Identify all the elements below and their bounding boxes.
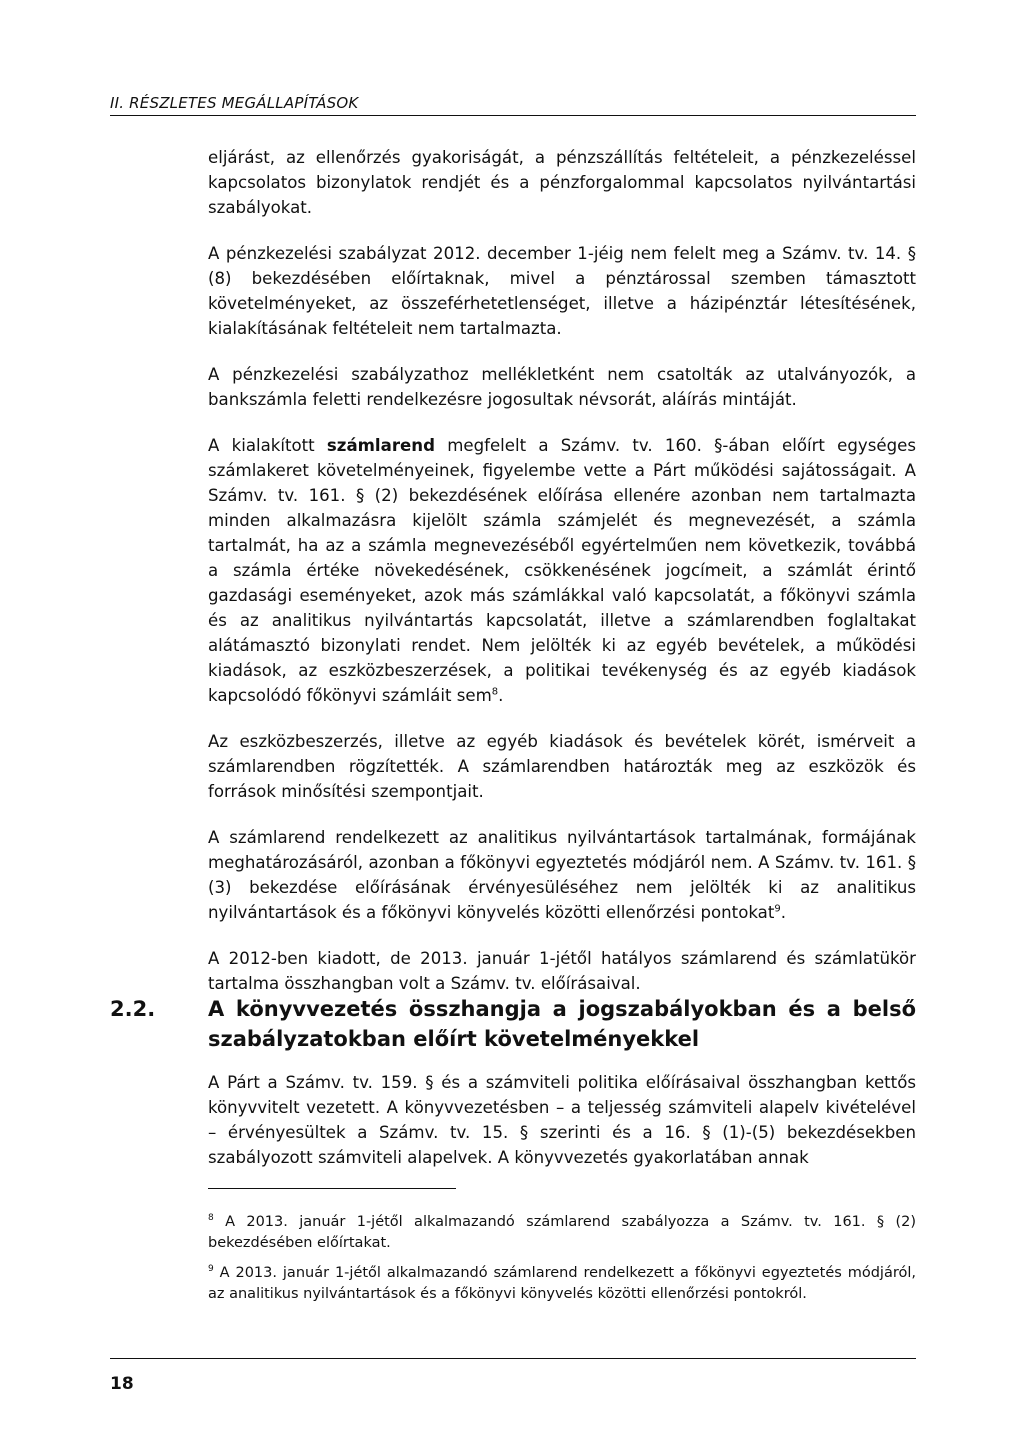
paragraph-6-text: A számlarend rendelkezett az analitikus nyilvántartások tartalmának, formájának meghatározásáról, azonban a főkönyvi egyeztetés módjáról nem. A Számv. tv. 161. § (3) bekezdése előírásának érvényesüléséhez nem jelölték ki az analitikus nyilvántartások és a főkönyvi könyvelés közötti ellenőrzési pontokat bbox=[208, 828, 916, 922]
paragraph-6 bbox=[208, 825, 916, 925]
footnote-mark: 9 bbox=[208, 1264, 214, 1275]
section-title: A könyvvezetés összhangja a jogszabályokban és a belső szabályzatokban előírt követelményekkel bbox=[208, 997, 916, 1051]
paragraph-3: A pénzkezelési szabályzathoz mellékletként nem csatolták az utalványozók, a bankszámla feletti rendelkezésre jogosultak névsorát, aláírás mintáját. bbox=[208, 365, 916, 409]
paragraph-4-end: . bbox=[498, 686, 504, 705]
paragraph-4-text: megfelelt a Számv. tv. 160. §-ában előírt egységes számlakeret követelményeinek, figyelembe vette a Párt működési sajátosságait. A Számv. tv. 161. § (2) bekezdésének előírása ellenére azonban nem tartalmazta minden alkalmazásra kijelölt számla számjelét és megnevezését, a számla tartalmát, ha az a számla megnevezéséből egyértelműen nem következik, továbbá a számla értéke növekedésének, csökkenésének jogcímeit, a számlát érintő gazdasági eseményeket, azok más számlákkal való kapcsolatát, a főkönyvi számla és az analitikus nyilvántartás kapcsolatát, illetve a számlarendben foglaltakat alátámasztó bizonylati rendet. Nem jelölték ki az egyéb bevételek, a működési kiadások, az eszközbeszerzések, a politikai tevékenység és az egyéb kiadások kapcsolódó főkönyvi számláit sem bbox=[208, 436, 916, 705]
term-szamlarend: számlarend bbox=[326, 436, 435, 455]
header-rule bbox=[110, 115, 916, 116]
footnote-ref-8[interactable]: 8 bbox=[491, 686, 499, 698]
paragraph-2: A pénzkezelési szabályzat 2012. december 1-jéig nem felelt meg a Számv. tv. 14. § (8) bekezdésében előírtaknak, mivel a pénztárossal szemben támasztott követelményeket, az összeférhetetlenséget, illetve a házipénztár létesítésének, kialakításának feltételeit nem tartalmazta. bbox=[208, 244, 916, 338]
footnote-text: A 2013. január 1-jétől alkalmazandó számlarend rendelkezett a főkönyvi egyeztetés módjáról, az analitikus nyilvántartások és a főkönyvi könyvelés közötti ellenőrzési pontokról. bbox=[208, 1265, 916, 1302]
section-paragraph: A Párt a Számv. tv. 159. § és a számviteli politika előírásaival összhangban kettős könyvvitelt vezetett. A könyvvezetésben – a teljesség számviteli alapelv kivételével – érvényesültek a Számv. tv. 15. § szerinti és a 16. § (1)-(5) bekezdésekben szabályozott számviteli alapelvek. A könyvvezetés gyakorlatában annak bbox=[208, 1073, 916, 1167]
paragraph-7: A 2012-ben kiadott, de 2013. január 1-jétől hatályos számlarend és számlatükör tartalma összhangban volt a Számv. tv. előírásaival. bbox=[208, 949, 916, 993]
footnote-text: A 2013. január 1-jétől alkalmazandó számlarend szabályozza a Számv. tv. 161. § (2) bekezdésében előírtakat. bbox=[208, 1214, 916, 1251]
running-title: II. RÉSZLETES MEGÁLLAPÍTÁSOK bbox=[110, 94, 359, 112]
paragraph-4 bbox=[208, 433, 916, 708]
footnote-ref-9[interactable]: 9 bbox=[774, 903, 781, 915]
section-number: 2.2. bbox=[110, 997, 156, 1021]
main-text bbox=[208, 145, 916, 1017]
footer-rule bbox=[110, 1358, 916, 1359]
paragraph-6-end: . bbox=[780, 903, 786, 922]
paragraph-1: eljárást, az ellenőrzés gyakoriságát, a pénzszállítás feltételeit, a pénzkezeléssel kapcsolatos bizonylatok rendjét és a pénzforgalommal kapcsolatos nyilvántartási szabályokat. bbox=[208, 148, 916, 217]
footnote-8 bbox=[208, 1212, 916, 1254]
page-number: 18 bbox=[110, 1374, 134, 1394]
footnotes bbox=[208, 1212, 916, 1314]
footnote-mark: 8 bbox=[208, 1213, 214, 1224]
footnote-rule bbox=[208, 1188, 456, 1189]
paragraph-4-lead: A kialakított bbox=[208, 436, 327, 455]
paragraph-5: Az eszközbeszerzés, illetve az egyéb kiadások és bevételek körét, ismérveit a számlarendben rögzítették. A számlarendben határozták meg az eszközök és források minősítési szempontjait. bbox=[208, 732, 916, 801]
footnote-9 bbox=[208, 1263, 916, 1305]
